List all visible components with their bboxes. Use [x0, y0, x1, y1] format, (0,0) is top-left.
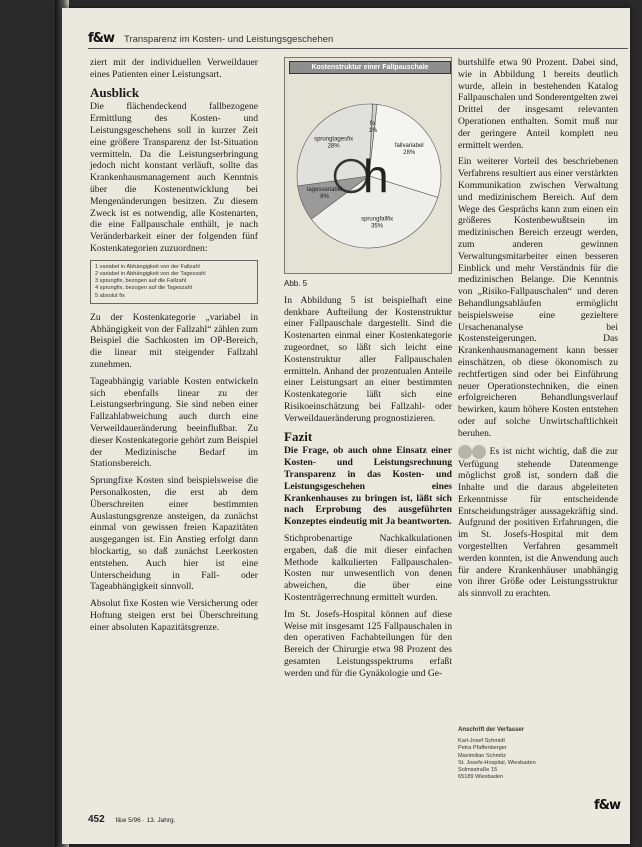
paragraph: Die flächendeckend fallbezogene Ermittlung des Kosten- und Leistungsgeschehens soll in kurzer Zeit eine größere Transparenz der Ist-Situation vermitteln. Da die Leistungserbringung jedoch nicht konstant verläuft, sollte das Krankenhausmanagement auch Kenntnis über die Kostenentwicklung bei Mengenänderungen besitzen. Zu diesem Zweck ist es notwendig, alle Kostenarten, die eine Fallpauschale enthält, je nach Veränderbarkeit einer der folgenden fünf Kostenkategorien zuzuordnen:	[90, 101, 258, 254]
pie-label: fallvariabel 28%	[394, 142, 424, 156]
pie-chart	[285, 58, 453, 273]
paragraph-text: Es ist nicht wichtig, daß die zur Verfügung stehende Datenmenge möglichst groß ist, sondern daß die Inhalte und die daraus abgeleiteten Erkenntnisse für entscheidende Entscheidungsträger aussagekräftig sind. Aufgrund der positiven Erfahrungen, die im St. Josefs-Hospital mit dem vorgestellten Verfahren gesammelt werden konnten, ist die Anwendung auch für andere Krankenhäuser unabhängig von ihrer Größe oder Leistungsstruktur als sinnvoll zu erachten.	[458, 445, 618, 600]
heading-ausblick: Ausblick	[90, 84, 140, 100]
author-heading: Anschrift der Verfasser	[458, 727, 525, 733]
author-line: 65189 Wiesbaden	[458, 774, 504, 781]
author-line: Solmsstraße 15	[458, 767, 498, 774]
paragraph: Tageabhängig variable Kosten entwickeln sich ebenfalls linear zu der Leistungserbringung. Sie sind neben einer Fallzahlabweichung auch durch eine Verweildaueränderung beeinflußbar. Zu dieser Kostenkategorie gehört zum Beispiel der Medizinische Bedarf im Stationsbereich.	[90, 375, 258, 470]
paragraph: Im St. Josefs-Hospital können auf diese Weise mit insgesamt 125 Fallpauschalen in den operativen Fachabteilungen für den Bereich der Chirurgie etwa 98 Prozent des gesamten Leistungsspektrums erfaßt werden und für die Gynäkologie und Ge-	[284, 608, 452, 679]
figure-caption: Abb. 5	[284, 279, 308, 288]
author-address	[458, 727, 618, 781]
paragraph: Absolut fixe Kosten wie Versicherung oder Hoftung steigen erst bei Überschreitung einer absoluten Kapazitätsgrenze.	[90, 598, 258, 633]
pie-label: tagesvariabel 8%	[306, 187, 343, 201]
page-number: 452	[88, 814, 105, 825]
paragraph: ziert mit der individuellen Verweildauer eines Patienten einer Leistungsart.	[90, 57, 258, 80]
list-item: 3 sprungfix, bezogen auf die Fallzahl	[95, 278, 187, 285]
list-item: 4 sprungfix, bezogen auf die Tageszahl	[95, 285, 192, 292]
footer-source: f&w 5/96 · 13. Jahrg.	[115, 817, 176, 824]
author-line: Maximilian Schmitz	[458, 752, 506, 759]
cost-category-list	[90, 260, 258, 304]
running-title: Transparenz im Kosten- und Leistungsgeschehen	[124, 34, 334, 45]
author-line: St. Josefs-Hospital, Wiesbaden	[458, 759, 536, 766]
hospital-logo-letter: h	[363, 150, 389, 202]
ornament-dots-icon	[472, 445, 486, 459]
list-item: 5 absolut fix	[95, 292, 125, 299]
page-footer	[88, 814, 175, 825]
ornament-dots-icon	[458, 445, 472, 459]
publication-logo: f&w	[88, 31, 115, 46]
list-item: 1 variabel in Abhängigkeit von der Fallzahl	[95, 263, 200, 270]
list-item: 2 variabel in Abhängigkeit von der Tageszahl	[95, 270, 206, 277]
paragraph: In Abbildung 5 ist beispielhaft eine denkbare Aufteilung der Kostenstruktur einer Fallpauschale dargestellt. Sind die Kostenarten einmal einer Kostenkategorie zugeordnet, so läßt sich leicht eine Kostenstruktur aller Fallpauschalen ermitteln. Anhand der prozentualen Anteile einer Leistungsart an einer bestimmten Kostenkategorie läßt sich eine Risikoeinschätzung bei Fallzahl- oder Verweildaueränderung prognostizieren.	[284, 294, 452, 424]
chart-title: Kostenstruktur einer Fallpauschale	[289, 61, 451, 74]
paragraph: Stichprobenartige Nachkalkulationen ergaben, daß die mit dieser einfachen Methode kalkulierten Fallpauschalen-Kosten nur unwesentlich von denen abweichen, die über eine Kostenträgerrechnung ermittelt wurden.	[284, 532, 452, 603]
author-line: Petra Pfaffenberger	[458, 745, 507, 752]
paragraph-bold: Die Frage, ob auch ohne Einsatz einer Kosten- und Leistungsrechnung Transparenz in das Kosten- und Leistungsgeschehen eines Krankenhauses zu bringen ist, läßt sich nach Erprobung des ausgeführten Konzeptes eindeutig mit Ja beantworten.	[284, 445, 452, 528]
pie-label: fix 1%	[368, 121, 378, 135]
column-1	[90, 57, 258, 638]
paragraph: Zu der Kostenkategorie „variabel in Abhängigkeit von der Fallzahl“ zählen zum Beispiel die Sachkosten im OP-Bereich, die linear mit steigender Fallzahl zunehmen.	[90, 311, 258, 370]
footer-logo: f&w	[594, 798, 621, 813]
paragraph: Sprungfixe Kosten sind beispielsweise die Personalkosten, die erst ab dem Überschreiten einer bestimmten Auslastungsgrenze ansteigen, da zunächst einmal von gewissen freien Kapazitäten ausgegangen ist. Ein Anstieg erfolgt dann blockartig, so daß zunächst Leerkosten entstehen. Auch hier ist eine Unterscheidung in Fall- oder Tageabhängigkeit sinnvoll.	[90, 475, 258, 593]
heading-fazit: Fazit	[284, 428, 313, 444]
column-2	[284, 57, 452, 685]
pie-label: sprungfallfix 35%	[361, 216, 394, 230]
paragraph: Ein weiterer Vorteil des beschriebenen Verfahrens resultiert aus einer verstärkten Kommunikation zwischen Verwaltung und medizinischem Bereich. Auf dem Wege des Gesprächs kann zum einen ein größeres Kostenbewußtsein im medizinischen Bereich erzeugt werden, zum anderen gewinnen Verwaltungsmitarbeiter einen besseren Einblick und mehr Verständnis für die medizinischen Belange. Die Kenntnis von „Risiko-Fallpauschalen“ und deren Behandlungsabläufen ermöglicht beispielsweise eine gezieltere Ursachenanalyse bei Kostensteigerungen. Das Krankenhausmanagement kann besser einschätzen, ob diese ökonomisch zu rechtfertigen sind oder bei Einführung neuer Operationstechniken, die einen erfolgreicheren Behandlungsverlauf bewirken, kaum höhere Kosten entstehen oder auf solche Unwirtschaftlichkeit beruhen.	[458, 156, 618, 439]
paragraph: burtshilfe etwa 90 Prozent. Dabei sind, wie in Abbildung 1 bereits deutlich wurde, allein in bestehenden Katalog Fallpauschalen und Sonderentgelten zwei Drittel der insgesamt relevanten Operationen enthalten. Somit muß nur der geringere Anteil komplett neu ermittelt werden.	[458, 57, 618, 151]
paragraph-with-ornament	[458, 445, 618, 601]
page-header	[88, 30, 628, 49]
column-3	[458, 57, 618, 605]
author-line: Karl-Josef Schmidt	[458, 738, 505, 745]
pie-chart-figure	[284, 57, 452, 274]
pie-label: sprungtagesfix 28%	[314, 136, 354, 150]
magazine-page	[62, 8, 630, 844]
